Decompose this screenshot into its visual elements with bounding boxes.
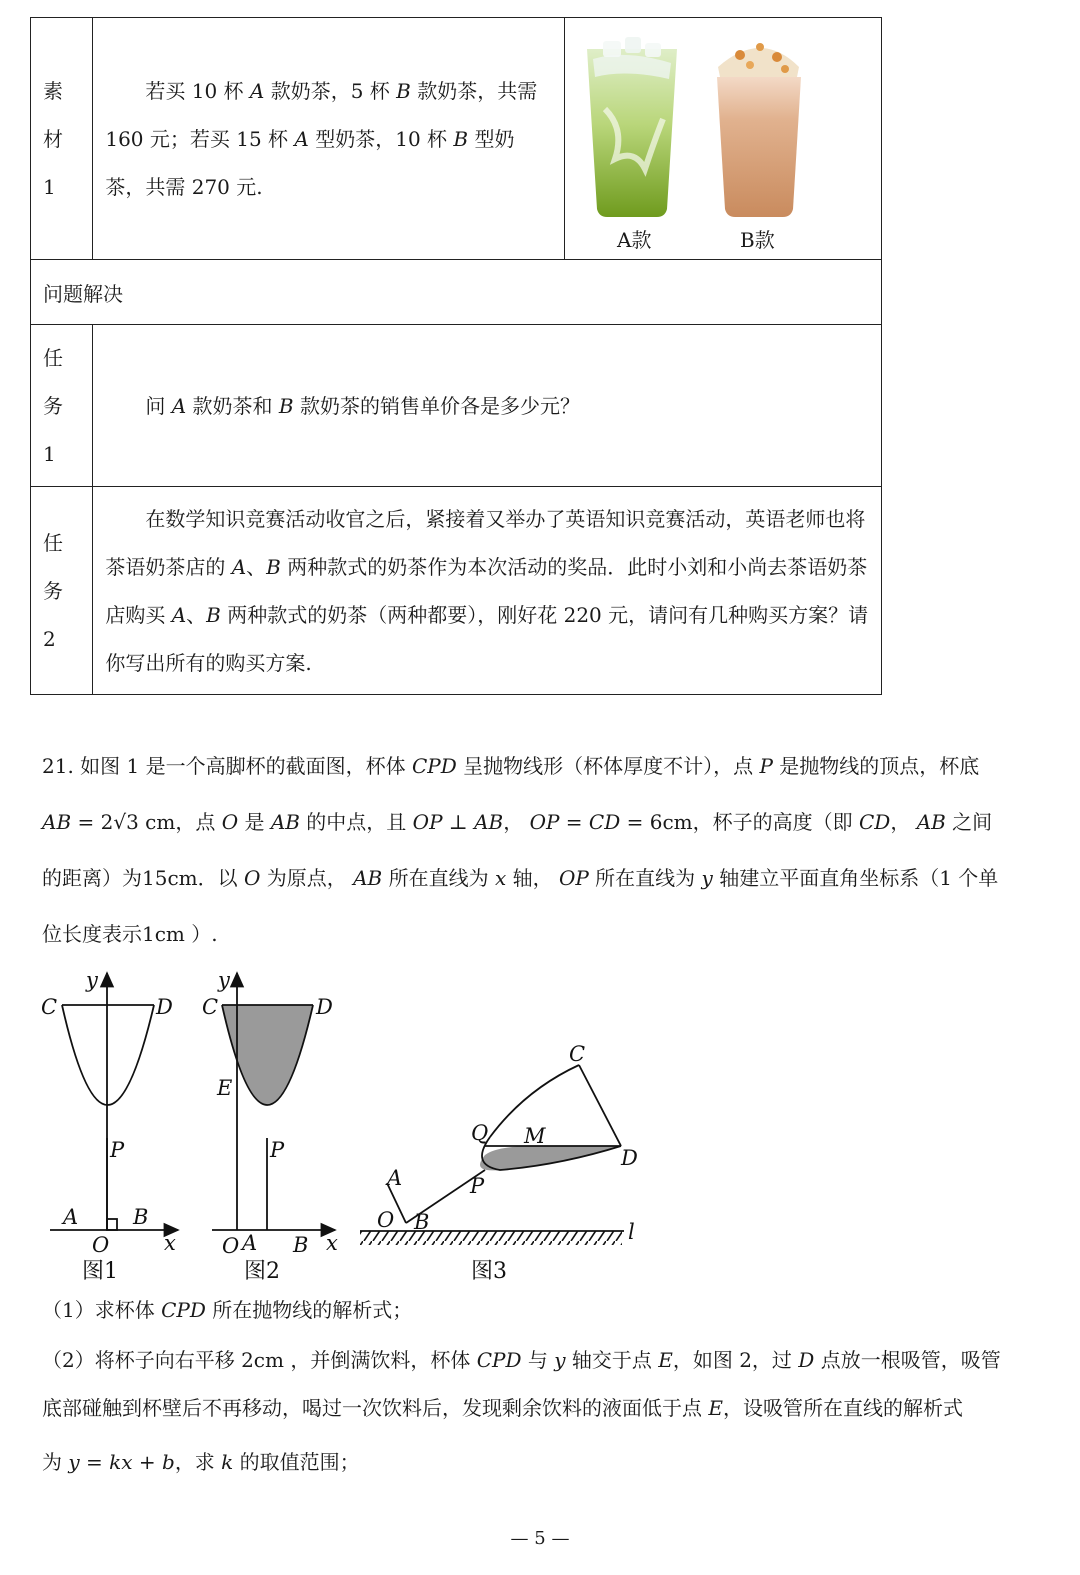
svg-text:B: B (414, 1210, 430, 1234)
problem-solving-header: 问题解决 (31, 260, 882, 325)
svg-text:E: E (217, 1076, 233, 1100)
svg-text:P: P (110, 1138, 125, 1162)
svg-text:A: A (242, 1231, 258, 1255)
svg-text:A: A (63, 1205, 79, 1229)
q21-line2: AB = 2√3 cm，点 O 是 AB 的中点，且 OP ⊥ AB， OP = CD = 6cm，杯子的高度（即 CD， AB 之间 (42, 810, 993, 834)
svg-text:O: O (377, 1208, 395, 1232)
q21-sub2-line2: 底部碰触到杯壁后不再移动，喝过一次饮料后，发现剩余饮料的液面低于点 E，设吸管所在直线的解析式 (42, 1396, 963, 1420)
svg-text:x: x (326, 1231, 338, 1255)
svg-text:C: C (41, 995, 58, 1019)
side-char: 材 (43, 126, 63, 151)
svg-text:x: x (164, 1231, 176, 1255)
material1-text: 若买 10 杯 A 款奶茶，5 杯 B 款奶茶，共需 160 元；若买 15 杯 A 型奶茶，10 杯 B 型奶茶，共需 270 元. (93, 18, 565, 260)
q21-line1: 21. 如图 1 是一个高脚杯的截面图，杯体 CPD 呈抛物线形（杯体厚度不计），点 P 是抛物线的顶点，杯底 (42, 754, 980, 778)
svg-text:A: A (387, 1166, 403, 1190)
svg-text:B: B (133, 1205, 149, 1229)
figure-1-caption: 图1 (82, 1259, 118, 1284)
svg-text:P: P (270, 1138, 285, 1162)
svg-text:O: O (92, 1233, 110, 1257)
figure-3-caption: 图3 (471, 1259, 507, 1284)
svg-text:y: y (86, 968, 98, 992)
svg-text:P: P (470, 1174, 485, 1198)
svg-text:D: D (156, 995, 173, 1019)
svg-text:l: l (628, 1220, 635, 1244)
material-table (30, 17, 882, 695)
q21-line3: 的距离）为15cm．以 O 为原点， AB 所在直线为 x 轴， OP 所在直线为 y 轴建立平面直角坐标系（1 个单 (42, 866, 999, 890)
q21-sub2-line3: 为 y = kx + b，求 k 的取值范围； (42, 1450, 360, 1474)
svg-text:D: D (316, 995, 333, 1019)
q21-sub1: （1）求杯体 CPD 所在抛物线的解析式； (42, 1298, 413, 1322)
figure-3 (360, 1065, 624, 1245)
svg-text:D: D (621, 1146, 638, 1170)
svg-text:C: C (569, 1042, 586, 1066)
svg-text:y: y (218, 968, 230, 992)
q21-line4: 位长度表示1cm ）. (42, 922, 218, 946)
svg-text:Q: Q (471, 1121, 489, 1145)
cup-b-icon (717, 43, 801, 217)
svg-text:B: B (293, 1233, 309, 1257)
figures-area (30, 965, 670, 1290)
side-char: 1 (43, 174, 56, 199)
svg-text:O: O (222, 1234, 240, 1258)
cup-a-label: A款 (617, 228, 652, 252)
side-char: 素 (43, 78, 63, 103)
task1-text: 问 A 款奶茶和 B 款奶茶的销售单价各是多少元？ (93, 325, 882, 487)
svg-text:M: M (524, 1124, 546, 1148)
task2-side: 任 务 2 (31, 487, 93, 695)
page-number: — 5 — (510, 1528, 570, 1549)
figure-3-labels (377, 1042, 638, 1244)
milk-tea-cups-image (565, 19, 881, 259)
material1-image-cell (565, 18, 882, 260)
figure-1-labels (41, 968, 176, 1257)
svg-text:C: C (202, 995, 219, 1019)
material1-side (31, 18, 93, 260)
q21-sub2-line1: （2）将杯子向右平移 2cm ，并倒满饮料，杯体 CPD 与 y 轴交于点 E，如图 2，过 D 点放一根吸管，吸管 (42, 1348, 1001, 1372)
task1-side: 任 务 1 (31, 325, 93, 487)
cup-a-icon (587, 37, 677, 217)
cup-b-label: B款 (740, 228, 775, 252)
figure-2-caption: 图2 (244, 1259, 280, 1284)
task2-text: 在数学知识竞赛活动收官之后，紧接着又举办了英语知识竞赛活动，英语老师也将茶语奶茶店的 A、B 两种款式的奶茶作为本次活动的奖品．此时小刘和小尚去茶语奶茶店购买 A、B 两种款式的奶茶（两种都要），刚好花 220 元，请问有几种购买方案？请你写出所有的购买方案. (93, 487, 882, 695)
